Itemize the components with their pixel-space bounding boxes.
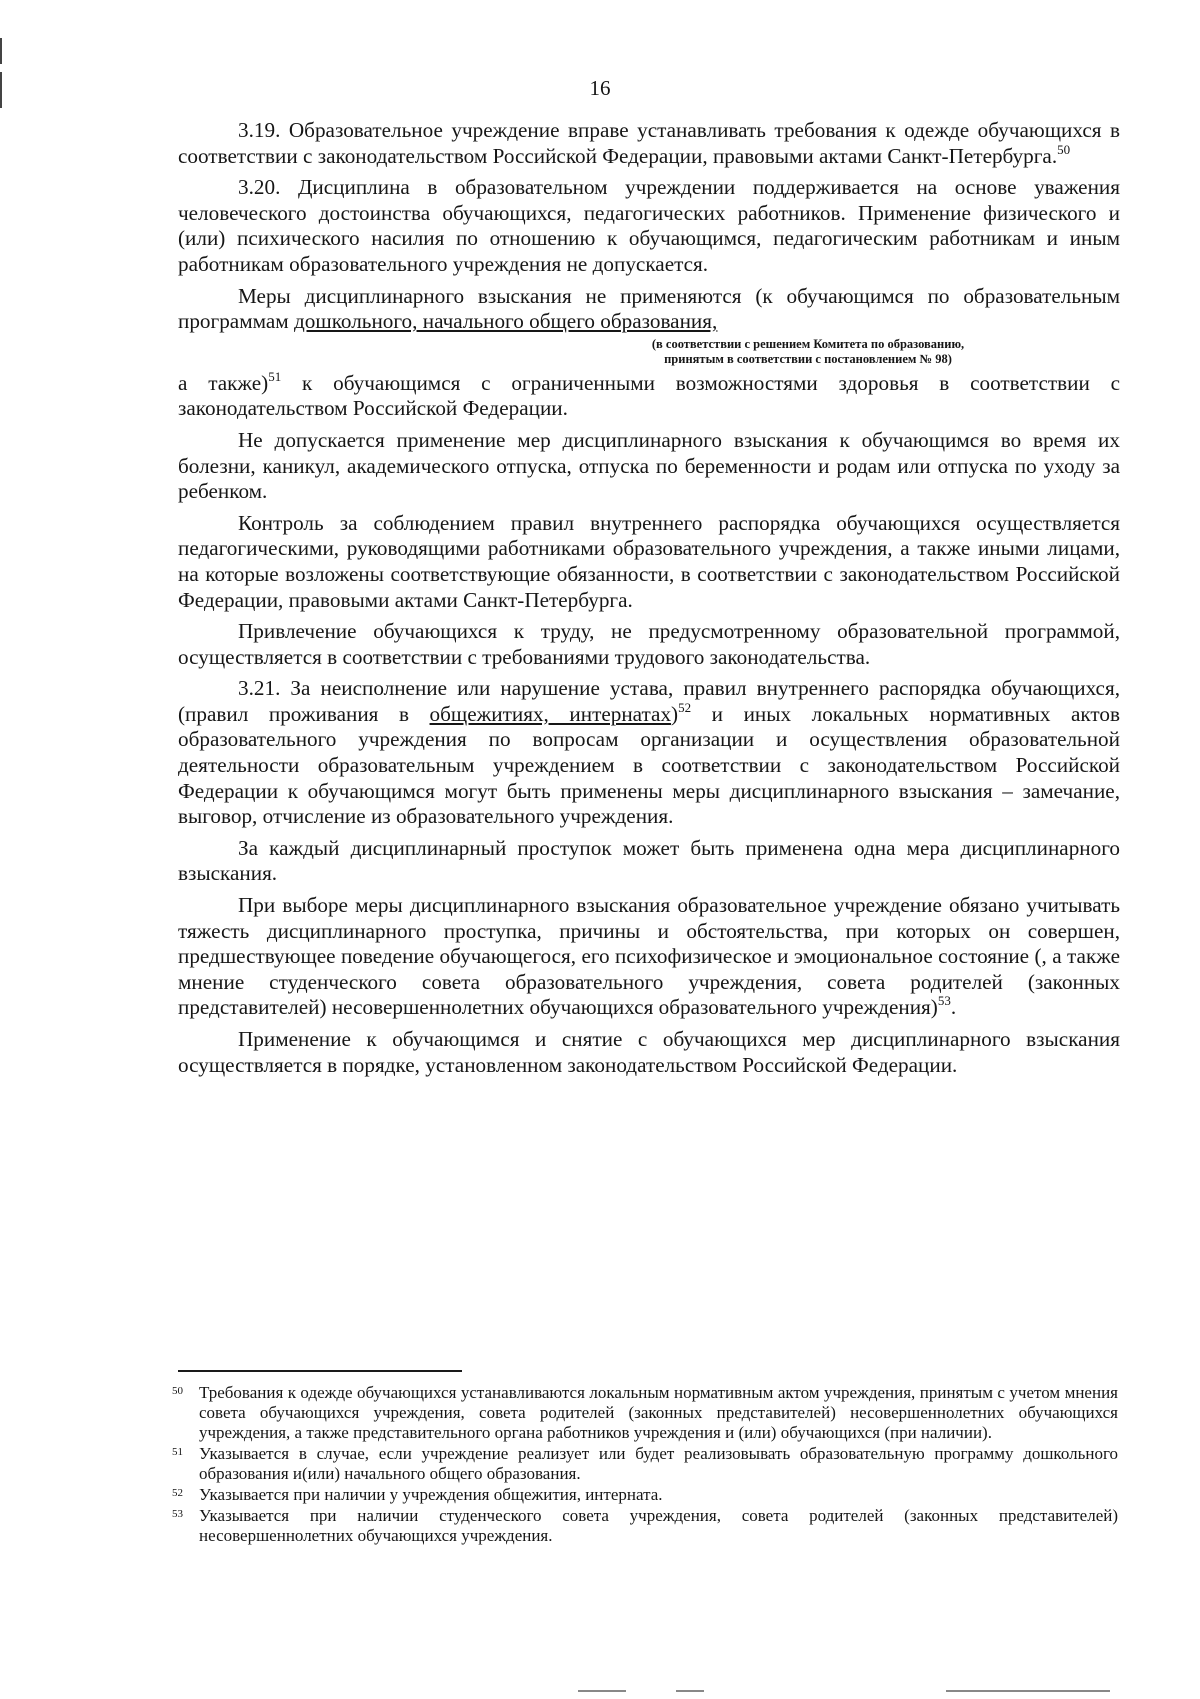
footnote-separator xyxy=(178,1370,462,1372)
footnote xyxy=(172,1506,1118,1546)
paragraph-3-20: 3.20. Дисциплина в образовательном учреждении поддерживается на основе уважения человеческого достоинства обучающихся, педагогических работников. Применение физического и (или) психического насилия по отношению к обучающимся, педагогическим работникам и иным работникам образовательного учреждения не допускается. xyxy=(178,175,1120,276)
paragraph-3-19 xyxy=(178,118,1120,169)
amendment-note-line: (в соответствии с решением Комитета по образованию, xyxy=(651,336,965,351)
paragraph-disciplinary-exemptions xyxy=(178,284,1120,367)
footnote-number: 51 xyxy=(172,1446,183,1458)
paragraph-text: . xyxy=(950,995,957,1020)
footnote-text: Указывается при наличии студенческого совета учреждения, совета родителей (законных представителей) несовершеннолетних обучающихся учреждения. xyxy=(199,1506,1118,1545)
footnote-text: Указывается в случае, если учреждение реализует или будет реализовывать образовательную программу дошкольного образования и(или) начального общего образования. xyxy=(199,1444,1118,1483)
paragraph-illness-exemption: Не допускается применение мер дисциплинарного взыскания к обучающимся во время их болезни, каникул, академического отпуска, отпуска по беременности и родам или отпуска по уходу за ребенком. xyxy=(178,427,1120,504)
footnote xyxy=(172,1485,1118,1505)
footnote-ref: 51 xyxy=(268,368,282,384)
binding-mark xyxy=(0,38,2,64)
paragraph-text: и иных локальных нормативных актов образовательного учреждения по вопросам организации и осуществления образовательной деятельности образовательным учреждением в соответствии с законодательством Российской Федерации к обучающимся могут быть применены меры дисциплинарного взыскания – замечание, выговор, отчисление из образовательного учреждения. xyxy=(178,701,1120,829)
paragraph-labor: Привлечение обучающихся к труду, не предусмотренному образовательной программой, осуществляется в соответствии с требованиями трудового законодательства. xyxy=(178,619,1120,669)
footnote-text: Требования к одежде обучающихся устанавливаются локальным нормативным актом учреждения, принятым с учетом мнения совета обучающихся учреждения, совета родителей (законных представителей) несовершеннолетних обучающихся учреждения, а также представительного органа работников учреждения и (или) обучающихся (при наличии). xyxy=(199,1383,1118,1442)
paragraph-text: 3.21. За неисполнение или нарушение устава, правил внутреннего распорядка обучающихся, (правил проживания в xyxy=(178,676,1120,726)
paragraph-text: к обучающимся с ограниченными возможностями здоровья в соответствии с законодательством Российской Федерации. xyxy=(178,370,1120,421)
paragraph-one-penalty: За каждый дисциплинарный проступок может быть применена одна мера дисциплинарного взыскания. xyxy=(178,835,1120,886)
amendment-note-line: принятым в соответствии с постановлением № 98) xyxy=(664,351,952,366)
footnote-ref: 53 xyxy=(937,993,951,1009)
paragraph-text: Меры дисциплинарного взыскания не применяются (к обучающимся по образовательным программам xyxy=(178,283,1120,334)
underlined-text: дошкольного, начального общего образования, xyxy=(294,309,718,334)
scan-artifact xyxy=(946,1690,1110,1692)
footnote-number: 52 xyxy=(172,1487,183,1499)
underlined-text: общежитиях, интернатах xyxy=(429,701,672,726)
paragraph-text: 3.19. Образовательное учреждение вправе устанавливать требования к одежде обучающихся в соответствии с законодательством Российской Федерации, правовыми актами Санкт-Петербурга. xyxy=(178,118,1120,168)
paragraph-text: ) xyxy=(671,701,679,726)
footnote-ref: 52 xyxy=(678,699,692,715)
paragraph-application-removal: Применение к обучающимся и снятие с обучающихся мер дисциплинарного взыскания осуществляется в порядке, установленном законодательством Российской Федерации. xyxy=(178,1027,1120,1077)
paragraph-text: При выборе меры дисциплинарного взыскания образовательное учреждение обязано учитывать тяжесть дисциплинарного проступка, причины и обстоятельства, при которых он совершен, предшествующее поведение обучающегося, его психофизическое и эмоциональное состояние (, а также мнение студенческого совета образовательного учреждения, совета родителей (законных представителей) несовершеннолетних обучающихся образовательного учреждения) xyxy=(178,893,1120,1020)
page-number: 16 xyxy=(589,76,611,100)
scan-artifact xyxy=(676,1690,704,1692)
footnote-ref: 50 xyxy=(1057,141,1071,157)
paragraph-control: Контроль за соблюдением правил внутреннего распорядка обучающихся осуществляется педагогическими, руководящими работниками образовательного учреждения, а также иными лицами, на которые возложены соответствующие обязанности, в соответствии с законодательством Российской Федерации, правовыми актами Санкт-Петербурга. xyxy=(178,510,1120,612)
paragraph-penalty-choice xyxy=(178,893,1120,1021)
document-body xyxy=(178,118,1120,1084)
paragraph-3-21 xyxy=(178,676,1120,830)
footnote-number: 50 xyxy=(172,1385,183,1397)
scan-artifact xyxy=(578,1690,626,1692)
amendment-note xyxy=(598,337,1018,367)
footnotes xyxy=(172,1383,1118,1547)
footnote xyxy=(172,1444,1118,1484)
paragraph-disciplinary-exemptions-cont xyxy=(178,368,1120,422)
paragraph-text: а также) xyxy=(178,370,269,395)
footnote-text: Указывается при наличии у учреждения общежития, интерната. xyxy=(199,1485,663,1504)
footnote-number: 53 xyxy=(172,1508,183,1520)
footnote xyxy=(172,1383,1118,1443)
